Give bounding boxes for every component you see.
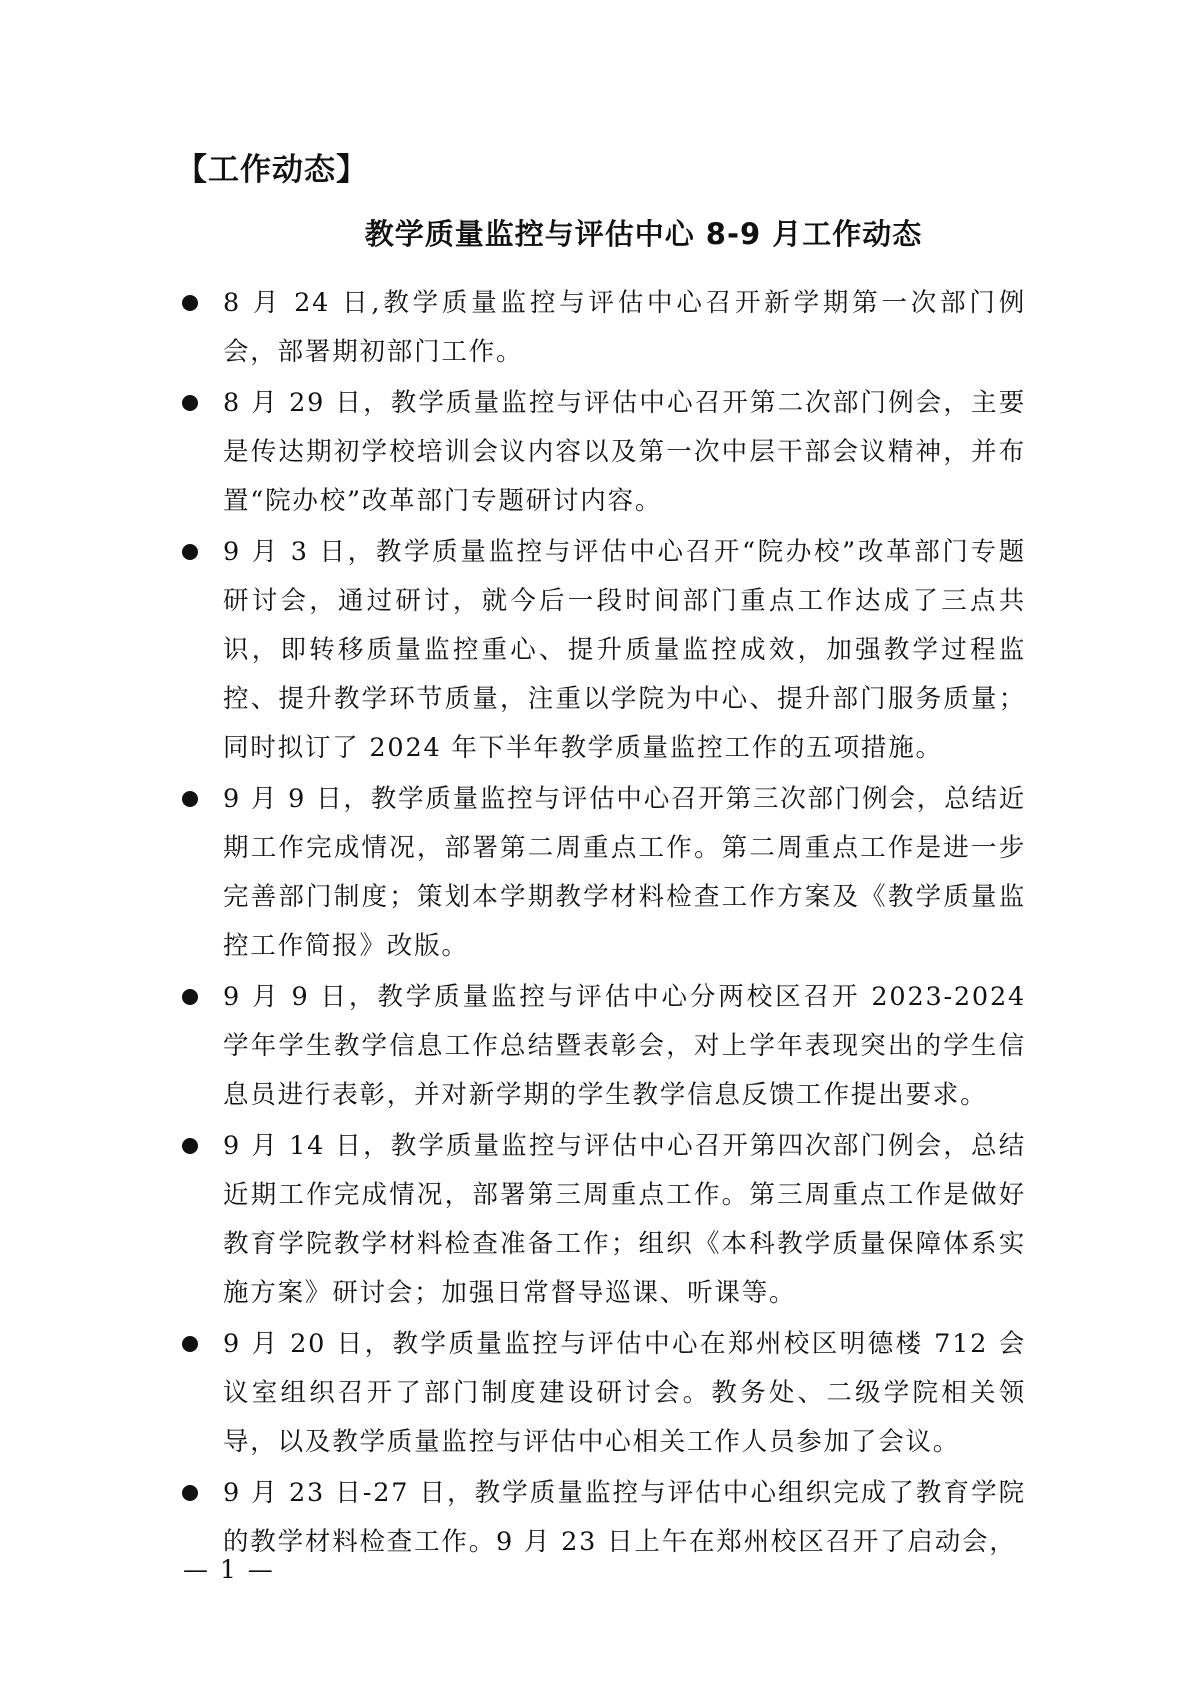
bullet-icon [182, 295, 198, 311]
news-item [176, 528, 1026, 773]
news-item-text: 8 月 29 日，教学质量监控与评估中心召开第二次部门例会，主要是传达期初学校培训会议内容以及第一次中层干部会议精神，并布置“院办校”改革部门专题研讨内容。 [223, 388, 1026, 516]
news-item-text: 9 月 20 日，教学质量监控与评估中心在郑州校区明德楼 712 会议室组织召开了部门制度建设研讨会。教务处、二级学院相关领导，以及教学质量监控与评估中心相关工作人员参加了会议。 [223, 1329, 1026, 1457]
news-item [176, 1320, 1026, 1467]
page-number: — 1 — [183, 1555, 275, 1584]
bullet-icon [182, 395, 198, 411]
bullet-icon [182, 544, 198, 560]
news-item-text: 9 月 3 日，教学质量监控与评估中心召开“院办校”改革部门专题研讨会，通过研讨，就今后一段时间部门重点工作达成了三点共识，即转移质量监控重心、提升质量监控成效，加强教学过程监控、提升教学环节质量，注重以学院为中心、提升部门服务质量；同时拟订了 2024 年下半年教学质量监控工作的五项措施。 [223, 537, 1026, 763]
news-item-text: 9 月 14 日，教学质量监控与评估中心召开第四次部门例会，总结近期工作完成情况，部署第三周重点工作。第三周重点工作是做好教育学院教学材料检查准备工作；组织《本科教学质量保障体系实施方案》研讨会；加强日常督导巡课、听课等。 [223, 1131, 1026, 1308]
section-tag: 【工作动态】 [176, 152, 368, 188]
news-item-text: 9 月 9 日，教学质量监控与评估中心召开第三次部门例会，总结近期工作完成情况，部署第二周重点工作。第二周重点工作是进一步完善部门制度；策划本学期教学材料检查工作方案及《教学质量监控工作简报》改版。 [223, 784, 1026, 961]
news-item-list [176, 279, 1026, 1569]
news-item [176, 1122, 1026, 1318]
bullet-icon [182, 1336, 198, 1352]
news-item [176, 973, 1026, 1120]
news-item-text: 8 月 24 日,教学质量监控与评估中心召开新学期第一次部门例会，部署期初部门工作。 [223, 288, 1026, 367]
bullet-icon [182, 1485, 198, 1501]
news-item [176, 279, 1026, 377]
bullet-icon [182, 989, 198, 1005]
news-item [176, 379, 1026, 526]
bullet-icon [182, 791, 198, 807]
document-title: 教学质量监控与评估中心 8-9 月工作动态 [364, 217, 923, 251]
news-item-text: 9 月 23 日-27 日，教学质量监控与评估中心组织完成了教育学院的教学材料检查工作。9 月 23 日上午在郑州校区召开了启动会， [223, 1478, 1026, 1557]
news-item [176, 1469, 1026, 1567]
bullet-icon [182, 1138, 198, 1154]
news-item [176, 775, 1026, 971]
news-item-text: 9 月 9 日，教学质量监控与评估中心分两校区召开 2023-2024 学年学生教学信息工作总结暨表彰会，对上学年表现突出的学生信息员进行表彰，并对新学期的学生教学信息反馈工作提出要求。 [223, 982, 1026, 1110]
